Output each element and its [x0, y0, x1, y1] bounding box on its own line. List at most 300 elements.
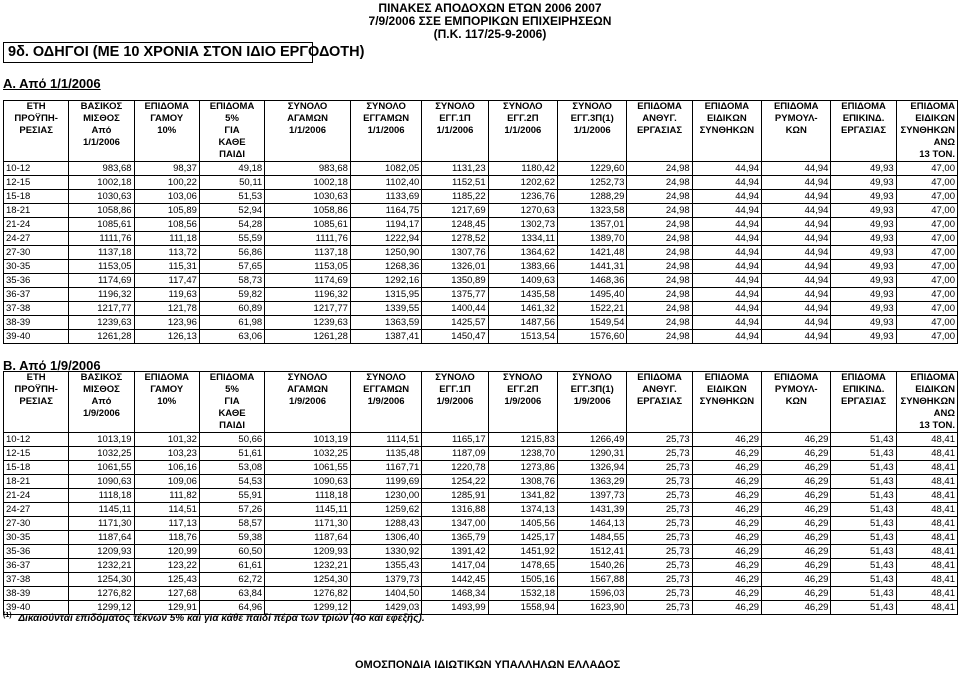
value-cell: 44,94 — [762, 190, 831, 204]
years-cell: 10-12 — [4, 162, 69, 176]
column-header-cell — [627, 137, 692, 149]
value-cell: 983,68 — [265, 162, 351, 176]
value-cell: 103,06 — [134, 190, 199, 204]
value-cell: 98,37 — [134, 162, 199, 176]
value-cell: 47,00 — [896, 190, 957, 204]
years-cell: 38-39 — [4, 316, 69, 330]
value-cell: 44,94 — [692, 330, 761, 344]
column-header-cell: 1/9/2006 — [558, 396, 627, 408]
value-cell: 1254,30 — [69, 573, 134, 587]
value-cell: 25,73 — [627, 461, 692, 475]
value-cell: 1330,92 — [350, 545, 421, 559]
value-cell: 1196,32 — [265, 288, 351, 302]
value-cell: 44,94 — [692, 218, 761, 232]
table-row — [4, 274, 958, 288]
column-header-cell: ΒΑΣΙΚΟΣ — [69, 101, 134, 114]
column-header-cell — [134, 137, 199, 149]
value-cell: 49,93 — [831, 302, 896, 316]
value-cell: 48,41 — [896, 573, 957, 587]
column-header-cell: ΡΕΣΙΑΣ — [4, 125, 69, 137]
value-cell: 51,43 — [831, 601, 896, 615]
column-header-cell — [558, 137, 627, 149]
value-cell: 44,94 — [762, 330, 831, 344]
column-header-cell — [692, 137, 761, 149]
value-cell: 46,29 — [762, 573, 831, 587]
value-cell: 51,61 — [199, 447, 264, 461]
column-header-cell: Από — [69, 125, 134, 137]
value-cell: 47,00 — [896, 246, 957, 260]
column-header-cell: ΣΥΝΟΛΟ — [422, 101, 488, 114]
value-cell: 1288,43 — [350, 517, 421, 531]
column-header-cell: ΕΤΗ — [4, 101, 69, 114]
value-cell: 1299,12 — [265, 601, 351, 615]
column-header-cell — [762, 149, 831, 162]
value-cell: 51,43 — [831, 545, 896, 559]
value-cell: 1131,23 — [422, 162, 488, 176]
column-header-cell: ΕΙΔΙΚΩΝ — [896, 113, 957, 125]
value-cell: 49,93 — [831, 316, 896, 330]
value-cell: 1002,18 — [69, 176, 134, 190]
column-header-cell — [558, 420, 627, 433]
column-header-cell: ΕΠΙΔΟΜΑ — [627, 101, 692, 114]
value-cell: 53,08 — [199, 461, 264, 475]
value-cell: 1254,22 — [422, 475, 488, 489]
value-cell: 1567,88 — [558, 573, 627, 587]
column-header-cell — [831, 408, 896, 420]
column-header-cell: ΕΡΓΑΣΙΑΣ — [831, 396, 896, 408]
years-cell: 30-35 — [4, 531, 69, 545]
value-cell: 119,63 — [134, 288, 199, 302]
value-cell: 44,94 — [762, 218, 831, 232]
value-cell: 46,29 — [762, 475, 831, 489]
column-header-cell: ΕΙΔΙΚΩΝ — [692, 113, 761, 125]
value-cell: 1273,86 — [488, 461, 557, 475]
value-cell: 46,29 — [692, 433, 761, 447]
value-cell: 1090,63 — [265, 475, 351, 489]
value-cell: 1196,32 — [69, 288, 134, 302]
column-header-cell: ΕΠΙΔΟΜΑ — [831, 101, 896, 114]
column-header-cell: ΕΠΙΔΟΜΑ — [762, 101, 831, 114]
value-cell: 47,00 — [896, 316, 957, 330]
value-cell: 44,94 — [692, 260, 761, 274]
value-cell: 1334,11 — [488, 232, 557, 246]
value-cell: 1278,52 — [422, 232, 488, 246]
value-cell: 1357,01 — [558, 218, 627, 232]
value-cell: 1285,91 — [422, 489, 488, 503]
value-cell: 46,29 — [692, 517, 761, 531]
value-cell: 46,29 — [692, 531, 761, 545]
value-cell: 44,94 — [762, 302, 831, 316]
value-cell: 1505,16 — [488, 573, 557, 587]
value-cell: 983,68 — [69, 162, 134, 176]
value-cell: 44,94 — [762, 260, 831, 274]
value-cell: 1409,63 — [488, 274, 557, 288]
value-cell: 48,41 — [896, 475, 957, 489]
value-cell: 64,96 — [199, 601, 264, 615]
table-row — [4, 330, 958, 344]
value-cell: 47,00 — [896, 218, 957, 232]
value-cell: 51,43 — [831, 489, 896, 503]
value-cell: 1085,61 — [265, 218, 351, 232]
value-cell: 44,94 — [762, 246, 831, 260]
column-header-cell — [265, 408, 351, 420]
value-cell: 1187,64 — [69, 531, 134, 545]
column-header-cell — [627, 149, 692, 162]
column-header-cell: ΕΤΗ — [4, 372, 69, 385]
years-cell: 15-18 — [4, 461, 69, 475]
column-header-cell: ΣΥΝΟΛΟ — [350, 372, 421, 385]
value-cell: 1137,18 — [265, 246, 351, 260]
value-cell: 49,93 — [831, 218, 896, 232]
value-cell: 111,82 — [134, 489, 199, 503]
column-header-cell: ΕΙΔΙΚΩΝ — [692, 384, 761, 396]
value-cell: 113,72 — [134, 246, 199, 260]
column-header-cell — [762, 137, 831, 149]
value-cell: 1171,30 — [69, 517, 134, 531]
value-cell: 25,73 — [627, 433, 692, 447]
column-header-cell — [265, 149, 351, 162]
value-cell: 1032,25 — [69, 447, 134, 461]
footnote-marker: (1) — [3, 612, 12, 619]
column-header-cell — [692, 408, 761, 420]
column-header-cell: ΑΓΑΜΩΝ — [265, 113, 351, 125]
value-cell: 1013,19 — [265, 433, 351, 447]
column-header-cell: ΓΙΑ — [199, 125, 264, 137]
value-cell: 1532,18 — [488, 587, 557, 601]
column-header-cell: ΕΠΙΔΟΜΑ — [627, 372, 692, 385]
column-header-cell: ΕΠΙΔΟΜΑ — [692, 372, 761, 385]
value-cell: 48,41 — [896, 433, 957, 447]
value-cell: 1167,71 — [350, 461, 421, 475]
value-cell: 47,00 — [896, 176, 957, 190]
column-header-cell: ΣΥΝΘΗΚΩΝ — [692, 125, 761, 137]
value-cell: 1495,40 — [558, 288, 627, 302]
value-cell: 1512,41 — [558, 545, 627, 559]
table-row — [4, 232, 958, 246]
value-cell: 44,94 — [692, 288, 761, 302]
column-header-cell — [4, 420, 69, 433]
column-header-cell — [134, 420, 199, 433]
value-cell: 46,29 — [762, 601, 831, 615]
value-cell: 1435,58 — [488, 288, 557, 302]
value-cell: 59,38 — [199, 531, 264, 545]
value-cell: 1259,62 — [350, 503, 421, 517]
column-header-cell: ΡΥΜΟΥΛ- — [762, 113, 831, 125]
value-cell: 1549,54 — [558, 316, 627, 330]
column-header-cell: ΕΠΙΔΟΜΑ — [831, 372, 896, 385]
table-row — [4, 545, 958, 559]
value-cell: 1374,13 — [488, 503, 557, 517]
column-header-cell: ΜΙΣΘΟΣ — [69, 384, 134, 396]
column-header-cell — [350, 137, 421, 149]
value-cell: 1493,99 — [422, 601, 488, 615]
doc-header-line2: 7/9/2006 ΣΣΕ ΕΜΠΟΡΙΚΩΝ ΕΠΙΧΕΙΡΗΣΕΩΝ — [368, 14, 612, 28]
table-row — [4, 517, 958, 531]
value-cell: 1350,89 — [422, 274, 488, 288]
years-cell: 38-39 — [4, 587, 69, 601]
value-cell: 24,98 — [627, 274, 692, 288]
table-row — [4, 503, 958, 517]
column-header-cell: ΕΓΓ.2Π — [488, 384, 557, 396]
column-header-cell — [69, 149, 134, 162]
value-cell: 121,78 — [134, 302, 199, 316]
value-cell: 1400,44 — [422, 302, 488, 316]
column-header-cell: Από — [69, 396, 134, 408]
column-header-cell: 1/1/2006 — [558, 125, 627, 137]
value-cell: 1421,48 — [558, 246, 627, 260]
value-cell: 49,93 — [831, 274, 896, 288]
value-cell: 44,94 — [762, 232, 831, 246]
years-cell: 37-38 — [4, 302, 69, 316]
value-cell: 47,00 — [896, 288, 957, 302]
value-cell: 1030,63 — [265, 190, 351, 204]
value-cell: 46,29 — [692, 461, 761, 475]
value-cell: 1145,11 — [69, 503, 134, 517]
value-cell: 60,50 — [199, 545, 264, 559]
value-cell: 24,98 — [627, 232, 692, 246]
value-cell: 49,18 — [199, 162, 264, 176]
value-cell: 1187,64 — [265, 531, 351, 545]
value-cell: 1315,95 — [350, 288, 421, 302]
value-cell: 48,41 — [896, 587, 957, 601]
column-header-cell: ΕΠΙΔΟΜΑ — [896, 372, 957, 385]
value-cell: 1090,63 — [69, 475, 134, 489]
table-row — [4, 246, 958, 260]
column-header-cell: 13 ΤΟΝ. — [896, 420, 957, 433]
value-cell: 47,00 — [896, 274, 957, 288]
value-cell: 1238,70 — [488, 447, 557, 461]
column-header-cell: 1/9/2006 — [488, 396, 557, 408]
column-header-cell — [69, 420, 134, 433]
value-cell: 1450,47 — [422, 330, 488, 344]
header-row — [4, 372, 958, 385]
value-cell: 1266,49 — [558, 433, 627, 447]
column-header-cell: ΕΓΓ.1Π — [422, 113, 488, 125]
column-header-cell — [488, 420, 557, 433]
column-header-cell: ΓΙΑ — [199, 396, 264, 408]
value-cell: 46,29 — [762, 489, 831, 503]
value-cell: 1152,51 — [422, 176, 488, 190]
value-cell: 1276,82 — [265, 587, 351, 601]
value-cell: 1217,77 — [69, 302, 134, 316]
value-cell: 1217,69 — [422, 204, 488, 218]
value-cell: 1002,18 — [265, 176, 351, 190]
value-cell: 1276,82 — [69, 587, 134, 601]
column-header-cell: ΣΥΝΘΗΚΩΝ — [896, 396, 957, 408]
value-cell: 1451,92 — [488, 545, 557, 559]
value-cell: 51,43 — [831, 559, 896, 573]
column-header-cell: ΕΠΙΚΙΝΔ. — [831, 384, 896, 396]
value-cell: 46,29 — [762, 531, 831, 545]
column-header-cell — [4, 149, 69, 162]
header-row — [4, 384, 958, 396]
table-row — [4, 573, 958, 587]
column-header-cell: 5% — [199, 113, 264, 125]
value-cell: 100,22 — [134, 176, 199, 190]
salary-table-a — [3, 100, 958, 344]
value-cell: 24,98 — [627, 162, 692, 176]
value-cell: 1623,90 — [558, 601, 627, 615]
years-cell: 24-27 — [4, 503, 69, 517]
column-header-cell — [350, 408, 421, 420]
column-header-cell: ΠΡΟΫΠΗ- — [4, 113, 69, 125]
column-header-cell: ΕΠΙΔΟΜΑ — [134, 101, 199, 114]
value-cell: 1232,21 — [265, 559, 351, 573]
column-header-cell: ΚΩΝ — [762, 125, 831, 137]
value-cell: 1209,93 — [69, 545, 134, 559]
value-cell: 1363,29 — [558, 475, 627, 489]
value-cell: 125,43 — [134, 573, 199, 587]
table-row — [4, 316, 958, 330]
column-header-cell: ΕΠΙΔΟΜΑ — [762, 372, 831, 385]
value-cell: 111,18 — [134, 232, 199, 246]
column-header-cell: ΣΥΝΟΛΟ — [350, 101, 421, 114]
value-cell: 1085,61 — [69, 218, 134, 232]
value-cell: 46,29 — [692, 475, 761, 489]
column-header-cell: ΣΥΝΟΛΟ — [558, 101, 627, 114]
value-cell: 25,73 — [627, 447, 692, 461]
value-cell: 1326,94 — [558, 461, 627, 475]
value-cell: 1339,55 — [350, 302, 421, 316]
value-cell: 58,73 — [199, 274, 264, 288]
value-cell: 1032,25 — [265, 447, 351, 461]
value-cell: 1145,11 — [265, 503, 351, 517]
value-cell: 1230,00 — [350, 489, 421, 503]
column-header-cell — [350, 420, 421, 433]
doc-header-line1: ΠΙΝΑΚΕΣ ΑΠΟΔΟΧΩΝ ΕΤΩΝ 2006 2007 — [378, 1, 602, 15]
value-cell: 1513,54 — [488, 330, 557, 344]
table-row — [4, 162, 958, 176]
value-cell: 118,76 — [134, 531, 199, 545]
value-cell: 1217,77 — [265, 302, 351, 316]
years-cell: 27-30 — [4, 517, 69, 531]
value-cell: 126,13 — [134, 330, 199, 344]
value-cell: 114,51 — [134, 503, 199, 517]
column-header-cell: ΕΠΙΚΙΝΔ. — [831, 113, 896, 125]
value-cell: 44,94 — [762, 204, 831, 218]
value-cell: 24,98 — [627, 288, 692, 302]
value-cell: 1326,01 — [422, 260, 488, 274]
table-row — [4, 190, 958, 204]
page-title — [3, 42, 365, 63]
value-cell: 1290,31 — [558, 447, 627, 461]
value-cell: 24,98 — [627, 302, 692, 316]
value-cell: 1118,18 — [265, 489, 351, 503]
value-cell: 51,43 — [831, 461, 896, 475]
value-cell: 60,89 — [199, 302, 264, 316]
column-header-cell: ΠΑΙΔΙ — [199, 149, 264, 162]
value-cell: 1365,79 — [422, 531, 488, 545]
value-cell: 44,94 — [762, 162, 831, 176]
column-header-cell — [422, 149, 488, 162]
column-header-cell — [488, 408, 557, 420]
value-cell: 1030,63 — [69, 190, 134, 204]
column-header-cell: 1/1/2006 — [265, 125, 351, 137]
table-row — [4, 447, 958, 461]
value-cell: 24,98 — [627, 316, 692, 330]
column-header-cell — [422, 137, 488, 149]
years-cell: 21-24 — [4, 489, 69, 503]
years-cell: 30-35 — [4, 260, 69, 274]
value-cell: 105,89 — [134, 204, 199, 218]
value-cell: 49,93 — [831, 260, 896, 274]
value-cell: 1468,34 — [422, 587, 488, 601]
years-cell: 39-40 — [4, 601, 69, 615]
value-cell: 24,98 — [627, 176, 692, 190]
value-cell: 1114,51 — [350, 433, 421, 447]
value-cell: 1239,63 — [265, 316, 351, 330]
value-cell: 1405,56 — [488, 517, 557, 531]
value-cell: 1171,30 — [265, 517, 351, 531]
table-a-body — [4, 162, 958, 344]
column-header-cell — [488, 149, 557, 162]
column-header-cell — [692, 420, 761, 433]
value-cell: 46,29 — [762, 461, 831, 475]
value-cell: 51,43 — [831, 573, 896, 587]
value-cell: 51,53 — [199, 190, 264, 204]
header-row — [4, 396, 958, 408]
value-cell: 1164,75 — [350, 204, 421, 218]
value-cell: 117,47 — [134, 274, 199, 288]
value-cell: 46,29 — [762, 503, 831, 517]
value-cell: 44,94 — [692, 190, 761, 204]
value-cell: 25,73 — [627, 517, 692, 531]
value-cell: 46,29 — [762, 447, 831, 461]
column-header-cell: ΕΠΙΔΟΜΑ — [896, 101, 957, 114]
value-cell: 1153,05 — [69, 260, 134, 274]
years-cell: 39-40 — [4, 330, 69, 344]
column-header-cell: 1/1/2006 — [422, 125, 488, 137]
value-cell: 25,73 — [627, 545, 692, 559]
years-cell: 10-12 — [4, 433, 69, 447]
value-cell: 108,56 — [134, 218, 199, 232]
column-header-cell: ΚΑΘΕ — [199, 408, 264, 420]
doc-header-line3: (Π.Κ. 117/25-9-2006) — [433, 27, 547, 41]
column-header-cell — [422, 420, 488, 433]
value-cell: 51,43 — [831, 433, 896, 447]
value-cell: 51,43 — [831, 587, 896, 601]
value-cell: 1299,12 — [69, 601, 134, 615]
table-row — [4, 288, 958, 302]
column-header-cell: ΑΝΩ — [896, 137, 957, 149]
value-cell: 1236,76 — [488, 190, 557, 204]
value-cell: 1222,94 — [350, 232, 421, 246]
value-cell: 25,73 — [627, 573, 692, 587]
column-header-cell: ΑΝΩ — [896, 408, 957, 420]
value-cell: 50,11 — [199, 176, 264, 190]
value-cell: 48,41 — [896, 461, 957, 475]
header-row — [4, 101, 958, 114]
column-header-cell: ΕΠΙΔΟΜΑ — [199, 101, 264, 114]
header-row — [4, 125, 958, 137]
value-cell: 101,32 — [134, 433, 199, 447]
value-cell: 1268,36 — [350, 260, 421, 274]
value-cell: 46,29 — [692, 601, 761, 615]
column-header-cell: ΚΑΘΕ — [199, 137, 264, 149]
years-cell: 37-38 — [4, 573, 69, 587]
column-header-cell — [558, 408, 627, 420]
section-a-label: Α. Από 1/1/2006 — [3, 76, 101, 91]
value-cell: 25,73 — [627, 559, 692, 573]
value-cell: 1199,69 — [350, 475, 421, 489]
header-row — [4, 137, 958, 149]
column-header-cell: ΕΙΔΙΚΩΝ — [896, 384, 957, 396]
value-cell: 24,98 — [627, 260, 692, 274]
footnote-text: Δικαιούνται επιδόματος τέκνων 5% και για κάθε παιδί πέρα των τριών (4ο και εφεξής). — [18, 613, 425, 625]
value-cell: 51,43 — [831, 503, 896, 517]
value-cell: 58,57 — [199, 517, 264, 531]
value-cell: 1082,05 — [350, 162, 421, 176]
